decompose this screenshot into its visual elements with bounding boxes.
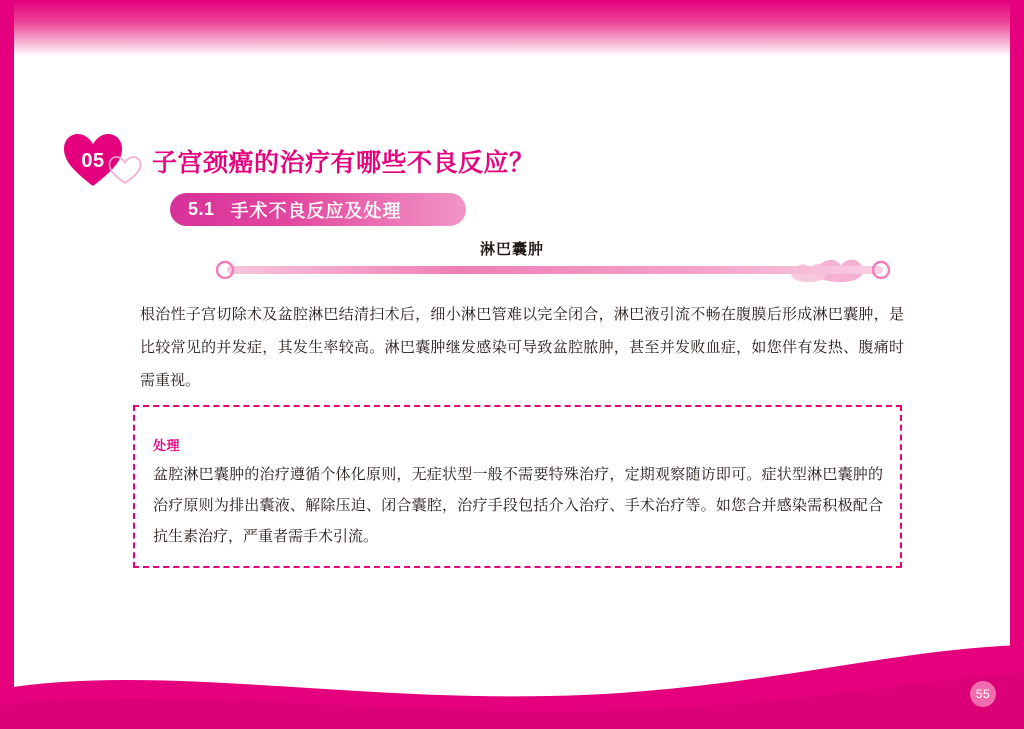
treatment-callout-box — [133, 405, 902, 568]
section-label: 手术不良反应及处理 — [230, 200, 402, 221]
chapter-title: 子宫颈癌的治疗有哪些不良反应？ — [152, 149, 535, 177]
callout-text: 盆腔淋巴囊肿的治疗遵循个体化原则，无症状型一般不需要特殊治疗，定期观察随访即可。症状型淋巴囊肿的治疗原则为排出囊液、解除压迫、闭合囊腔，治疗手段包括介入治疗、手术治疗等。如您合并感染需积极配合抗生素治疗，严重者需手术引流。 — [153, 466, 883, 545]
ribbon-divider-icon — [215, 255, 891, 285]
callout-title: 处理 — [153, 438, 181, 453]
section-pill — [170, 193, 466, 226]
chapter-number: 05 — [81, 150, 105, 172]
sub-heading: 淋巴囊肿 — [479, 241, 544, 258]
section-number: 5.1 — [188, 199, 215, 219]
top-gradient-band — [0, 0, 1024, 56]
heart-outline-icon — [108, 155, 142, 185]
page-number: 55 — [970, 681, 996, 707]
body-paragraph: 根治性子宫切除术及盆腔淋巴结清扫术后，细小淋巴管难以完全闭合，淋巴液引流不畅在腹膜后形成淋巴囊肿，是比较常见的并发症，其发生率较高。淋巴囊肿继发感染可导致盆腔脓肿，甚至并发败血症，如您伴有发热、腹痛时需重视。 — [140, 306, 904, 389]
wave-shape-icon — [0, 643, 1024, 729]
bottom-wave-decoration — [0, 643, 1024, 729]
right-border-bar — [1010, 0, 1024, 729]
left-border-bar — [0, 0, 14, 729]
